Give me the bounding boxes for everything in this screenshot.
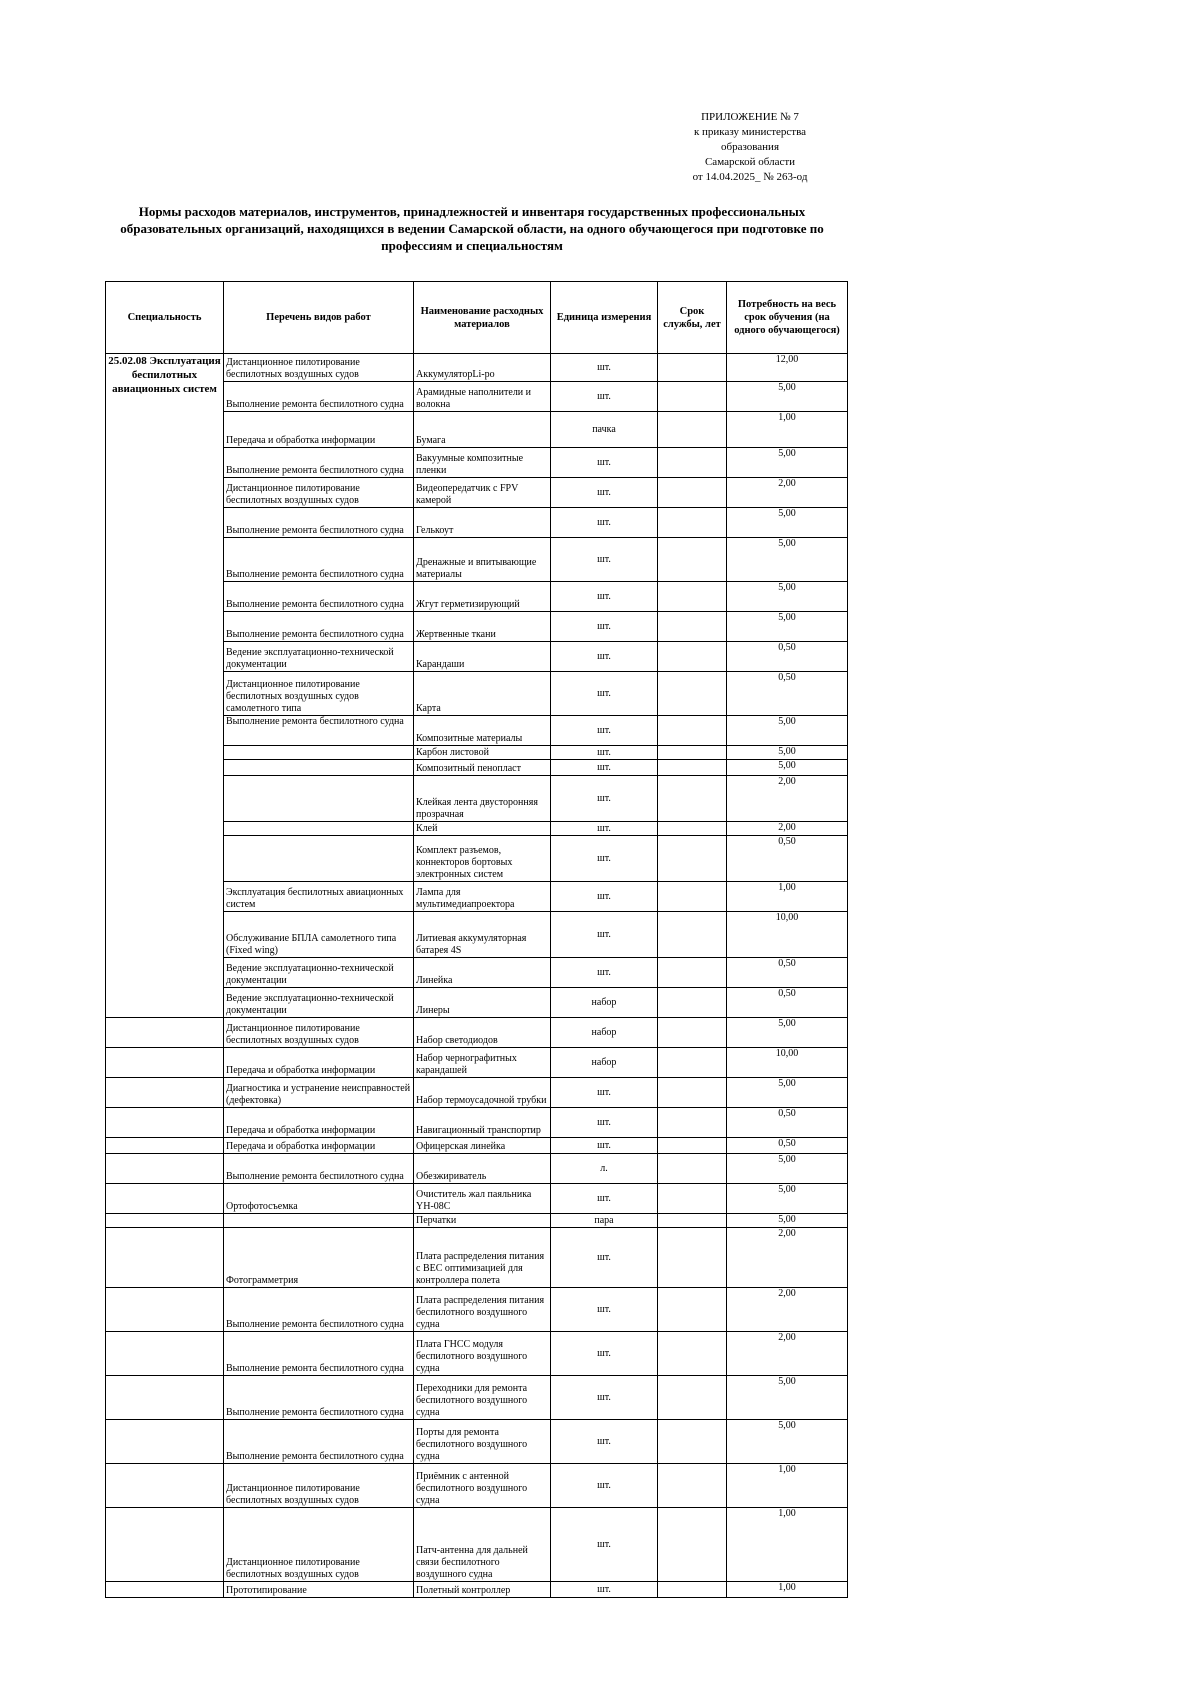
unit-cell: л.: [551, 1154, 658, 1184]
unit-cell: пара: [551, 1214, 658, 1228]
service-life-cell: [658, 642, 727, 672]
material-cell: Видеопередатчик с FPV камерой: [414, 478, 551, 508]
unit-cell: шт.: [551, 1108, 658, 1138]
table-row: [106, 1508, 848, 1582]
material-cell: Арамидные наполнители и волокна: [414, 382, 551, 412]
unit-cell: шт.: [551, 716, 658, 746]
unit-cell: шт.: [551, 1138, 658, 1154]
table-row: [106, 1582, 848, 1598]
work-cell: [224, 776, 414, 822]
work-cell: Выполнение ремонта беспилотного судна: [224, 1420, 414, 1464]
table-row: [106, 1228, 848, 1288]
unit-cell: шт.: [551, 882, 658, 912]
material-cell: Переходники для ремонта беспилотного воздушного судна: [414, 1376, 551, 1420]
work-cell: Фотограмметрия: [224, 1228, 414, 1288]
need-cell: 2,00: [727, 478, 848, 508]
work-cell: Выполнение ремонта беспилотного судна: [224, 1332, 414, 1376]
material-cell: Набор термоусадочной трубки: [414, 1078, 551, 1108]
need-cell: 2,00: [727, 822, 848, 836]
need-cell: 2,00: [727, 1332, 848, 1376]
unit-cell: шт.: [551, 958, 658, 988]
unit-cell: шт.: [551, 1332, 658, 1376]
material-cell: Дренажные и впитывающие материалы: [414, 538, 551, 582]
unit-cell: пачка: [551, 412, 658, 448]
need-cell: 5,00: [727, 746, 848, 760]
attachment-line: к приказу министерства: [693, 126, 807, 138]
service-life-cell: [658, 882, 727, 912]
specialty-cell-empty: [106, 1048, 224, 1078]
header-life: Срок службы, лет: [658, 282, 727, 354]
need-cell: 2,00: [727, 1288, 848, 1332]
specialty-cell-empty: [106, 1464, 224, 1508]
need-cell: 5,00: [727, 1018, 848, 1048]
work-cell: Выполнение ремонта беспилотного судна: [224, 1376, 414, 1420]
need-cell: 5,00: [727, 538, 848, 582]
table-row: [106, 1332, 848, 1376]
need-cell: 5,00: [727, 582, 848, 612]
material-cell: Патч-антенна для дальней связи беспилотного воздушного судна: [414, 1508, 551, 1582]
service-life-cell: [658, 1018, 727, 1048]
need-cell: 1,00: [727, 412, 848, 448]
work-cell: Дистанционное пилотирование беспилотных воздушных судов: [224, 1508, 414, 1582]
work-cell: Ортофотосъемка: [224, 1184, 414, 1214]
table-row: [106, 354, 848, 382]
unit-cell: шт.: [551, 1464, 658, 1508]
unit-cell: шт.: [551, 822, 658, 836]
need-cell: 5,00: [727, 1376, 848, 1420]
work-cell: Обслуживание БПЛА самолетного типа (Fixed wing): [224, 912, 414, 958]
table-row: [106, 1018, 848, 1048]
service-life-cell: [658, 1582, 727, 1598]
material-cell: Плата распределения питания беспилотного воздушного судна: [414, 1288, 551, 1332]
service-life-cell: [658, 1184, 727, 1214]
work-cell: Передача и обработка информации: [224, 1108, 414, 1138]
work-cell: Дистанционное пилотирование беспилотных воздушных судов: [224, 1018, 414, 1048]
specialty-cell: 25.02.08 Эксплуатация беспилотных авиационных систем: [106, 354, 224, 1018]
need-cell: 5,00: [727, 1078, 848, 1108]
work-cell: Выполнение ремонта беспилотного судна: [224, 448, 414, 478]
specialty-cell-empty: [106, 1108, 224, 1138]
service-life-cell: [658, 612, 727, 642]
need-cell: 5,00: [727, 1420, 848, 1464]
work-cell: [224, 836, 414, 882]
service-life-cell: [658, 478, 727, 508]
material-cell: Набор светодиодов: [414, 1018, 551, 1048]
specialty-cell-empty: [106, 1078, 224, 1108]
unit-cell: шт.: [551, 836, 658, 882]
service-life-cell: [658, 716, 727, 746]
need-cell: 0,50: [727, 672, 848, 716]
work-cell: Эксплуатация беспилотных авиационных систем: [224, 882, 414, 912]
unit-cell: шт.: [551, 478, 658, 508]
unit-cell: шт.: [551, 1508, 658, 1582]
service-life-cell: [658, 776, 727, 822]
service-life-cell: [658, 1464, 727, 1508]
specialty-cell-empty: [106, 1214, 224, 1228]
need-cell: 10,00: [727, 912, 848, 958]
unit-cell: шт.: [551, 1288, 658, 1332]
unit-cell: шт.: [551, 354, 658, 382]
material-cell: Обезжириватель: [414, 1154, 551, 1184]
service-life-cell: [658, 582, 727, 612]
unit-cell: шт.: [551, 612, 658, 642]
attachment-date: от 14.04.2025_ № 263-од: [692, 171, 808, 183]
norms-table: [105, 281, 848, 1598]
table-row: [106, 1048, 848, 1078]
unit-cell: шт.: [551, 1420, 658, 1464]
specialty-cell-empty: [106, 1228, 224, 1288]
header-unit: Единица измерения: [551, 282, 658, 354]
need-cell: 2,00: [727, 776, 848, 822]
service-life-cell: [658, 1420, 727, 1464]
work-cell: Выполнение ремонта беспилотного судна: [224, 1288, 414, 1332]
material-cell: Композитные материалы: [414, 716, 551, 746]
service-life-cell: [658, 1214, 727, 1228]
unit-cell: шт.: [551, 1184, 658, 1214]
service-life-cell: [658, 1154, 727, 1184]
material-cell: Композитный пенопласт: [414, 760, 551, 776]
work-cell: Выполнение ремонта беспилотного судна: [224, 508, 414, 538]
work-cell: Дистанционное пилотирование беспилотных воздушных судов: [224, 354, 414, 382]
need-cell: 1,00: [727, 1582, 848, 1598]
header-need: Потребность на весь срок обучения (на одного обучающегося): [727, 282, 848, 354]
unit-cell: шт.: [551, 1078, 658, 1108]
material-cell: Навигационный транспортир: [414, 1108, 551, 1138]
service-life-cell: [658, 958, 727, 988]
table-row: [106, 1154, 848, 1184]
unit-cell: шт.: [551, 672, 658, 716]
material-cell: Жертвенные ткани: [414, 612, 551, 642]
unit-cell: шт.: [551, 1582, 658, 1598]
unit-cell: шт.: [551, 642, 658, 672]
work-cell: Прототипирование: [224, 1582, 414, 1598]
service-life-cell: [658, 382, 727, 412]
material-cell: Гелькоут: [414, 508, 551, 538]
need-cell: 5,00: [727, 508, 848, 538]
attachment-line: Самарской области: [704, 156, 796, 168]
material-cell: Карта: [414, 672, 551, 716]
specialty-cell-empty: [106, 1376, 224, 1420]
service-life-cell: [658, 354, 727, 382]
unit-cell: набор: [551, 1048, 658, 1078]
unit-cell: шт.: [551, 912, 658, 958]
material-cell: Перчатки: [414, 1214, 551, 1228]
work-cell: Выполнение ремонта беспилотного судна: [224, 582, 414, 612]
material-cell: Карандаши: [414, 642, 551, 672]
need-cell: 5,00: [727, 1154, 848, 1184]
need-cell: 5,00: [727, 612, 848, 642]
material-cell: Жгут герметизирующий: [414, 582, 551, 612]
material-cell: Карбон листовой: [414, 746, 551, 760]
need-cell: 0,50: [727, 1108, 848, 1138]
material-cell: Порты для ремонта беспилотного воздушного судна: [414, 1420, 551, 1464]
need-cell: 12,00: [727, 354, 848, 382]
service-life-cell: [658, 1508, 727, 1582]
unit-cell: шт.: [551, 760, 658, 776]
unit-cell: шт.: [551, 382, 658, 412]
service-life-cell: [658, 1228, 727, 1288]
unit-cell: шт.: [551, 538, 658, 582]
work-cell: Выполнение ремонта беспилотного судна: [224, 716, 414, 746]
table-row: [106, 1376, 848, 1420]
header-specialty: Специальность: [106, 282, 224, 354]
work-cell: Выполнение ремонта беспилотного судна: [224, 612, 414, 642]
material-cell: Очиститель жал паяльника YH-08C: [414, 1184, 551, 1214]
service-life-cell: [658, 912, 727, 958]
need-cell: 0,50: [727, 836, 848, 882]
material-cell: Бумага: [414, 412, 551, 448]
service-life-cell: [658, 508, 727, 538]
table-row: [106, 1464, 848, 1508]
material-cell: Офицерская линейка: [414, 1138, 551, 1154]
table-row: [106, 1420, 848, 1464]
specialty-cell-empty: [106, 1420, 224, 1464]
service-life-cell: [658, 1138, 727, 1154]
specialty-cell-empty: [106, 1288, 224, 1332]
work-cell: Ведение эксплуатационно-технической документации: [224, 958, 414, 988]
service-life-cell: [658, 538, 727, 582]
material-cell: Линейка: [414, 958, 551, 988]
material-cell: Набор чернографитных карандашей: [414, 1048, 551, 1078]
service-life-cell: [658, 1288, 727, 1332]
need-cell: 1,00: [727, 882, 848, 912]
work-cell: Ведение эксплуатационно-технической документации: [224, 988, 414, 1018]
material-cell: Лампа для мультимедиапроектора: [414, 882, 551, 912]
specialty-cell-empty: [106, 1582, 224, 1598]
work-cell: [224, 1214, 414, 1228]
need-cell: 0,50: [727, 642, 848, 672]
work-cell: Ведение эксплуатационно-технической документации: [224, 642, 414, 672]
service-life-cell: [658, 1078, 727, 1108]
attachment-number: ПРИЛОЖЕНИЕ № 7: [701, 111, 799, 123]
service-life-cell: [658, 1376, 727, 1420]
table-header-row: [106, 282, 848, 354]
header-works: Перечень видов работ: [224, 282, 414, 354]
work-cell: Выполнение ремонта беспилотного судна: [224, 382, 414, 412]
specialty-cell-empty: [106, 1332, 224, 1376]
service-life-cell: [658, 746, 727, 760]
table-row: [106, 1078, 848, 1108]
unit-cell: шт.: [551, 1228, 658, 1288]
work-cell: Дистанционное пилотирование беспилотных воздушных судов самолетного типа: [224, 672, 414, 716]
attachment-line: образования: [720, 141, 780, 153]
service-life-cell: [658, 1332, 727, 1376]
service-life-cell: [658, 412, 727, 448]
work-cell: Выполнение ремонта беспилотного судна: [224, 1154, 414, 1184]
need-cell: 5,00: [727, 1184, 848, 1214]
need-cell: 0,50: [727, 1138, 848, 1154]
service-life-cell: [658, 1048, 727, 1078]
work-cell: [224, 746, 414, 760]
work-cell: Передача и обработка информации: [224, 412, 414, 448]
material-cell: Клейкая лента двусторонняя прозрачная: [414, 776, 551, 822]
work-cell: Дистанционное пилотирование беспилотных воздушных судов: [224, 478, 414, 508]
unit-cell: набор: [551, 988, 658, 1018]
table-row: [106, 1214, 848, 1228]
attachment-block: [600, 110, 900, 185]
material-cell: Клей: [414, 822, 551, 836]
need-cell: 5,00: [727, 448, 848, 478]
service-life-cell: [658, 1108, 727, 1138]
service-life-cell: [658, 760, 727, 776]
unit-cell: шт.: [551, 582, 658, 612]
need-cell: 5,00: [727, 716, 848, 746]
need-cell: 5,00: [727, 1214, 848, 1228]
unit-cell: шт.: [551, 776, 658, 822]
unit-cell: шт.: [551, 508, 658, 538]
need-cell: 1,00: [727, 1464, 848, 1508]
need-cell: 5,00: [727, 760, 848, 776]
need-cell: 1,00: [727, 1508, 848, 1582]
specialty-cell-empty: [106, 1138, 224, 1154]
material-cell: Полетный контроллер: [414, 1582, 551, 1598]
need-cell: 0,50: [727, 988, 848, 1018]
material-cell: АккумуляторLi-po: [414, 354, 551, 382]
specialty-cell-empty: [106, 1184, 224, 1214]
table-row: [106, 1184, 848, 1214]
need-cell: 2,00: [727, 1228, 848, 1288]
table-row: [106, 1288, 848, 1332]
work-cell: Дистанционное пилотирование беспилотных воздушных судов: [224, 1464, 414, 1508]
work-cell: Диагностика и устранение неисправностей (дефектовка): [224, 1078, 414, 1108]
specialty-cell-empty: [106, 1508, 224, 1582]
table-row: [106, 1108, 848, 1138]
document-title: Нормы расходов материалов, инструментов, принадлежностей и инвентаря государственных профессиональных образовательных организаций, находящихся в ведении Самарской области, на одного обучающегося при подготовке по профессиям и специальностям: [120, 204, 824, 253]
material-cell: Литиевая аккумуляторная батарея 4S: [414, 912, 551, 958]
unit-cell: набор: [551, 1018, 658, 1048]
work-cell: Выполнение ремонта беспилотного судна: [224, 538, 414, 582]
unit-cell: шт.: [551, 746, 658, 760]
unit-cell: шт.: [551, 1376, 658, 1420]
work-cell: [224, 822, 414, 836]
specialty-cell-empty: [106, 1154, 224, 1184]
work-cell: [224, 760, 414, 776]
header-material: Наименование расходных материалов: [414, 282, 551, 354]
material-cell: Плата распределения питания с BEC оптимизацией для контроллера полета: [414, 1228, 551, 1288]
material-cell: Комплект разъемов, коннекторов бортовых электронных систем: [414, 836, 551, 882]
table-row: [106, 1138, 848, 1154]
service-life-cell: [658, 822, 727, 836]
work-cell: Передача и обработка информации: [224, 1048, 414, 1078]
material-cell: Линеры: [414, 988, 551, 1018]
need-cell: 5,00: [727, 382, 848, 412]
service-life-cell: [658, 672, 727, 716]
work-cell: Передача и обработка информации: [224, 1138, 414, 1154]
material-cell: Вакуумные композитные пленки: [414, 448, 551, 478]
service-life-cell: [658, 448, 727, 478]
service-life-cell: [658, 988, 727, 1018]
unit-cell: шт.: [551, 448, 658, 478]
table-body: [106, 354, 848, 1598]
specialty-cell-empty: [106, 1018, 224, 1048]
need-cell: 0,50: [727, 958, 848, 988]
need-cell: 10,00: [727, 1048, 848, 1078]
service-life-cell: [658, 836, 727, 882]
material-cell: Приёмник с антенной беспилотного воздушного судна: [414, 1464, 551, 1508]
material-cell: Плата ГНСС модуля беспилотного воздушного судна: [414, 1332, 551, 1376]
